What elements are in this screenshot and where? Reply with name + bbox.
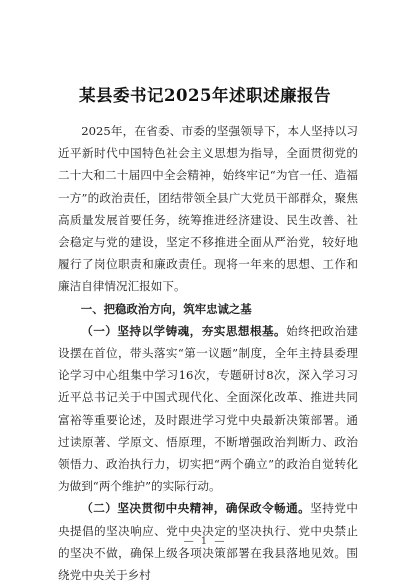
- subsection-heading-1: （一）坚持以学铸魂，夯实思想根基。: [81, 323, 287, 338]
- subsection-text-1: 始终把政治建设摆在首位，带头落实“第一议题”制度，全年主持县委理论学习中心组集中学习16次，专题研讨8次，深入学习习近平总书记关于中国式现代化、全面深化改革、推进共同富裕等重要论述，及时跟进学习党中央最新决策部署。通过读原著、学原文、悟原理，不断增强政治判断力、政治领悟力、政治执行力，切实把“两个确立”的政治自觉转化为做到“两个维护”的实际行动。: [58, 323, 358, 494]
- section-heading: 一、把稳政治方向，筑牢忠诚之基: [80, 301, 252, 316]
- page-number: — 1 —: [183, 536, 227, 547]
- document-title: 某县委书记2025年述职述廉报告: [79, 86, 331, 105]
- subsection-text-2: 坚持党中央提倡的坚决响应、党中央决定的坚决执行、党中央禁止的坚决不做，确保上级各项决策部署在我县落地见效。围绕党中央关于乡村: [58, 501, 358, 583]
- subsection-paragraph-1: [58, 320, 358, 498]
- subsection-heading-2: （二）坚决贯彻中央精神，确保政令畅通。: [81, 501, 311, 516]
- document-body: [58, 120, 358, 586]
- intro-paragraph: 2025年，在省委、市委的坚强领导下，本人坚持以习近平新时代中国特色社会主义思想为指导，全面贯彻党的二十大和二十届四中全会精神，始终牢记“为官一任、造福一方”的政治责任，团结带领全县广大党员干部群众，聚焦高质量发展首要任务，统筹推进经济建设、民生改善、社会稳定与党的建设，坚定不移推进全面从严治党，较好地履行了岗位职责和廉政责任。现将一年来的思想、工作和廉洁自律情况汇报如下。: [58, 124, 358, 294]
